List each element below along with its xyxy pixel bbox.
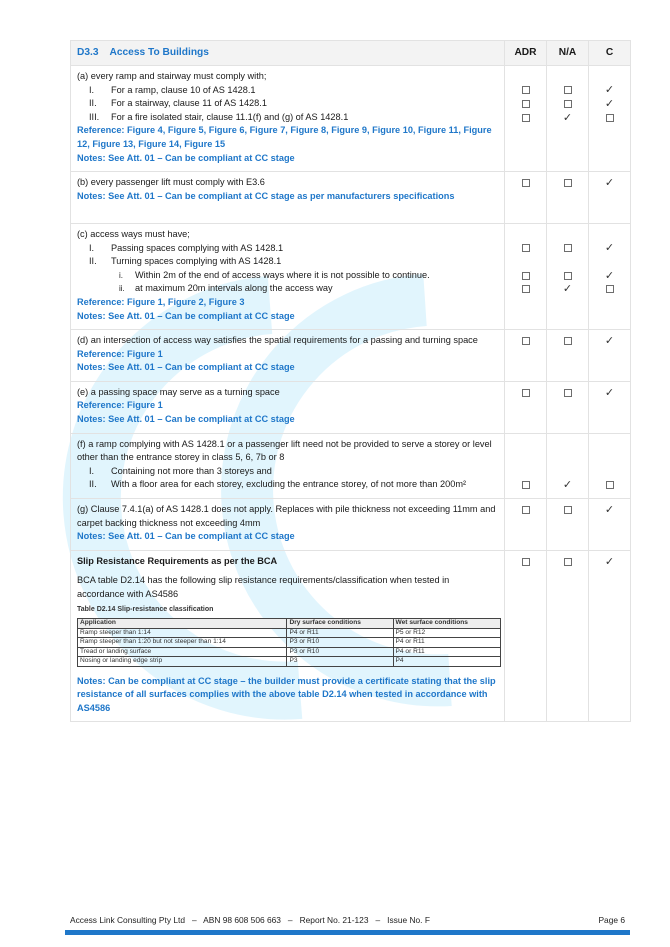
list-item: III. For a fire isolated stair, clause 11.1(f) and (g) of AS 1428.1	[89, 111, 349, 122]
sub-item-list	[77, 269, 498, 296]
checkmark-icon[interactable]: ✓	[604, 176, 615, 189]
row-intro: (c) access ways must have;	[77, 228, 190, 239]
footer-bar	[65, 930, 630, 935]
footer-issue: Issue No. F	[387, 915, 430, 925]
slip-body: BCA table D2.14 has the following slip resistance requirements/classification when tested in accordance with AS4586	[77, 575, 450, 599]
list-item: II. Turning spaces complying with AS 1428.1	[89, 256, 282, 267]
footer-report: Report No. 21-123	[299, 915, 369, 925]
slip-table-row: Tread or landing surface P3 or R10 P4 or R11	[78, 647, 501, 657]
adr-cell	[505, 66, 547, 172]
list-item: i. Within 2m of the end of access ways where it is not possible to continue.	[119, 269, 430, 280]
na-cell	[547, 381, 589, 433]
table-row	[71, 550, 631, 722]
na-cell	[547, 172, 589, 224]
row-reference: Reference: Figure 1, Figure 2, Figure 3	[77, 296, 245, 307]
checkmark-icon[interactable]: ✓	[604, 84, 615, 97]
row-description	[71, 330, 505, 382]
adr-cell	[505, 330, 547, 382]
compliance-table	[70, 40, 631, 722]
row-notes: Notes: See Att. 01 – Can be compliant at CC stage	[77, 152, 295, 163]
adr-checkbox[interactable]	[522, 506, 530, 514]
row-description	[71, 172, 505, 224]
slip-notes: Notes: Can be compliant at CC stage – the builder must provide a certificate stating that the slip resistance of all surfaces complies with the above table D2.14 when tested in accordance with AS4586	[77, 675, 496, 713]
na-checkbox[interactable]	[564, 337, 572, 345]
page-footer: Access Link Consulting Pty Ltd – ABN 98 608 506 663 – Report No. 21-123 – Issue No. F Page 6	[70, 915, 625, 925]
row-reference: Reference: Figure 1	[77, 400, 163, 411]
row-intro: (f) a ramp complying with AS 1428.1 or a passenger lift need not be provided to serve a storey or level other than the entrance storey in class 5, 6, 7b or 8	[77, 438, 492, 463]
adr-checkbox[interactable]	[522, 272, 530, 280]
na-checkbox[interactable]	[564, 244, 572, 252]
item-list	[77, 242, 498, 269]
na-checkbox[interactable]	[564, 272, 572, 280]
item-list	[77, 84, 498, 125]
checkmark-icon[interactable]: ✓	[604, 242, 615, 255]
na-checkbox[interactable]	[564, 179, 572, 187]
row-intro: (b) every passenger lift must comply with E3.6	[77, 177, 265, 188]
na-cell	[547, 66, 589, 172]
row-notes: Notes: See Att. 01 – Can be compliant at CC stage as per manufacturers specifications	[77, 190, 455, 201]
na-checkbox[interactable]	[564, 100, 572, 108]
footer-company: Access Link Consulting Pty Ltd	[70, 915, 185, 925]
slip-heading: Slip Resistance Requirements as per the BCA	[77, 555, 278, 566]
row-notes: Notes: See Att. 01 – Can be compliant at CC stage	[77, 362, 295, 373]
footer-abn: ABN 98 608 506 663	[203, 915, 281, 925]
adr-cell	[505, 172, 547, 224]
section-number: D3.3	[77, 47, 99, 59]
c-checkbox[interactable]	[606, 285, 614, 293]
adr-checkbox[interactable]	[522, 100, 530, 108]
c-cell	[589, 550, 631, 722]
table-row	[71, 499, 631, 551]
section-name: Access To Buildings	[109, 47, 209, 59]
row-intro: (d) an intersection of access way satisfies the spatial requirements for a passing and turning space	[77, 335, 478, 346]
na-cell	[547, 499, 589, 551]
list-item: I. For a ramp, clause 10 of AS 1428.1	[89, 84, 256, 95]
table-row	[71, 223, 631, 329]
c-checkbox[interactable]	[606, 481, 614, 489]
col-header-adr: ADR	[505, 41, 547, 66]
list-item: I. Passing spaces complying with AS 1428.1	[89, 242, 284, 253]
table-row	[71, 172, 631, 224]
adr-cell	[505, 223, 547, 329]
row-intro: (a) every ramp and stairway must comply with;	[77, 71, 267, 81]
checkmark-icon[interactable]: ✓	[604, 97, 615, 110]
adr-checkbox[interactable]	[522, 244, 530, 252]
adr-checkbox[interactable]	[522, 86, 530, 94]
list-item: II. With a floor area for each storey, excluding the entrance storey, of not more than 200m²	[89, 479, 467, 490]
slip-table-row: Ramp steeper than 1:14 P4 or R11 P5 or R12	[78, 628, 501, 638]
list-item: I. Containing not more than 3 storeys and	[89, 465, 272, 476]
row-description	[71, 381, 505, 433]
row-description	[71, 499, 505, 551]
adr-checkbox[interactable]	[522, 285, 530, 293]
adr-checkbox[interactable]	[522, 389, 530, 397]
na-cell	[547, 433, 589, 498]
col-header-c: C	[589, 41, 631, 66]
item-list	[77, 465, 498, 492]
na-cell	[547, 550, 589, 722]
na-checkbox[interactable]	[564, 86, 572, 94]
c-cell	[589, 433, 631, 498]
row-description	[71, 550, 505, 722]
c-cell	[589, 66, 631, 172]
row-notes: Notes: See Att. 01 – Can be compliant at CC stage	[77, 310, 295, 321]
row-description	[71, 223, 505, 329]
row-notes: Notes: See Att. 01 – Can be compliant at CC stage	[77, 414, 295, 425]
adr-checkbox[interactable]	[522, 558, 530, 566]
row-notes: Notes: See Att. 01 – Can be compliant at CC stage	[77, 531, 295, 542]
section-title	[71, 41, 505, 66]
checkmark-icon[interactable]: ✓	[604, 334, 615, 347]
na-cell	[547, 330, 589, 382]
adr-checkbox[interactable]	[522, 481, 530, 489]
row-intro: (e) a passing space may serve as a turning space	[77, 386, 280, 397]
checkmark-icon[interactable]: ✓	[604, 503, 615, 516]
table-row	[71, 66, 631, 172]
table-row	[71, 433, 631, 498]
adr-cell	[505, 381, 547, 433]
adr-cell	[505, 499, 547, 551]
c-cell	[589, 172, 631, 224]
table-header-row	[71, 41, 631, 66]
slip-table-row: Ramp steeper than 1:20 but not steeper than 1:14 P3 or R10 P4 or R11	[78, 638, 501, 648]
na-checkbox[interactable]	[564, 506, 572, 514]
na-cell	[547, 223, 589, 329]
checkmark-icon[interactable]: ✓	[604, 386, 615, 399]
adr-cell	[505, 433, 547, 498]
row-intro: (g) Clause 7.4.1(a) of AS 1428.1 does not apply. Replaces with pile thickness not exceeding 11mm and carpet backing thickness not exceeding 4mm	[77, 504, 496, 528]
na-checkbox[interactable]	[564, 389, 572, 397]
page-number: Page 6	[598, 915, 625, 925]
list-item: ii. at maximum 20m intervals along the access way	[119, 283, 333, 294]
c-cell	[589, 499, 631, 551]
c-cell	[589, 223, 631, 329]
checkmark-icon[interactable]: ✓	[604, 269, 615, 282]
col-header-na: N/A	[547, 41, 589, 66]
checkmark-icon[interactable]: ✓	[604, 555, 615, 568]
checkmark-icon[interactable]: ✓	[562, 479, 573, 492]
c-cell	[589, 381, 631, 433]
slip-table-row: Nosing or landing edge strip P3 P4	[78, 657, 501, 667]
row-description	[71, 66, 505, 172]
row-reference: Reference: Figure 1	[77, 348, 163, 359]
adr-checkbox[interactable]	[522, 337, 530, 345]
c-cell	[589, 330, 631, 382]
row-reference: Reference: Figure 4, Figure 5, Figure 6, Figure 7, Figure 8, Figure 9, Figure 10, Figure 11, Figure 12, Figure 13, Figure 14, Figure 15	[77, 125, 492, 149]
slip-resistance-table	[77, 618, 501, 667]
checkmark-icon[interactable]: ✓	[562, 111, 573, 124]
slip-table-header: Application Dry surface conditions Wet surface conditions	[78, 619, 501, 629]
table-row	[71, 381, 631, 433]
c-checkbox[interactable]	[606, 114, 614, 122]
adr-cell	[505, 550, 547, 722]
table-row	[71, 330, 631, 382]
slip-table-title: Table D2.14 Slip-resistance classification	[77, 605, 214, 613]
adr-checkbox[interactable]	[522, 114, 530, 122]
list-item: II. For a stairway, clause 11 of AS 1428.1	[89, 98, 267, 109]
na-checkbox[interactable]	[564, 558, 572, 566]
row-description	[71, 433, 505, 498]
checkmark-icon[interactable]: ✓	[562, 283, 573, 296]
adr-checkbox[interactable]	[522, 179, 530, 187]
